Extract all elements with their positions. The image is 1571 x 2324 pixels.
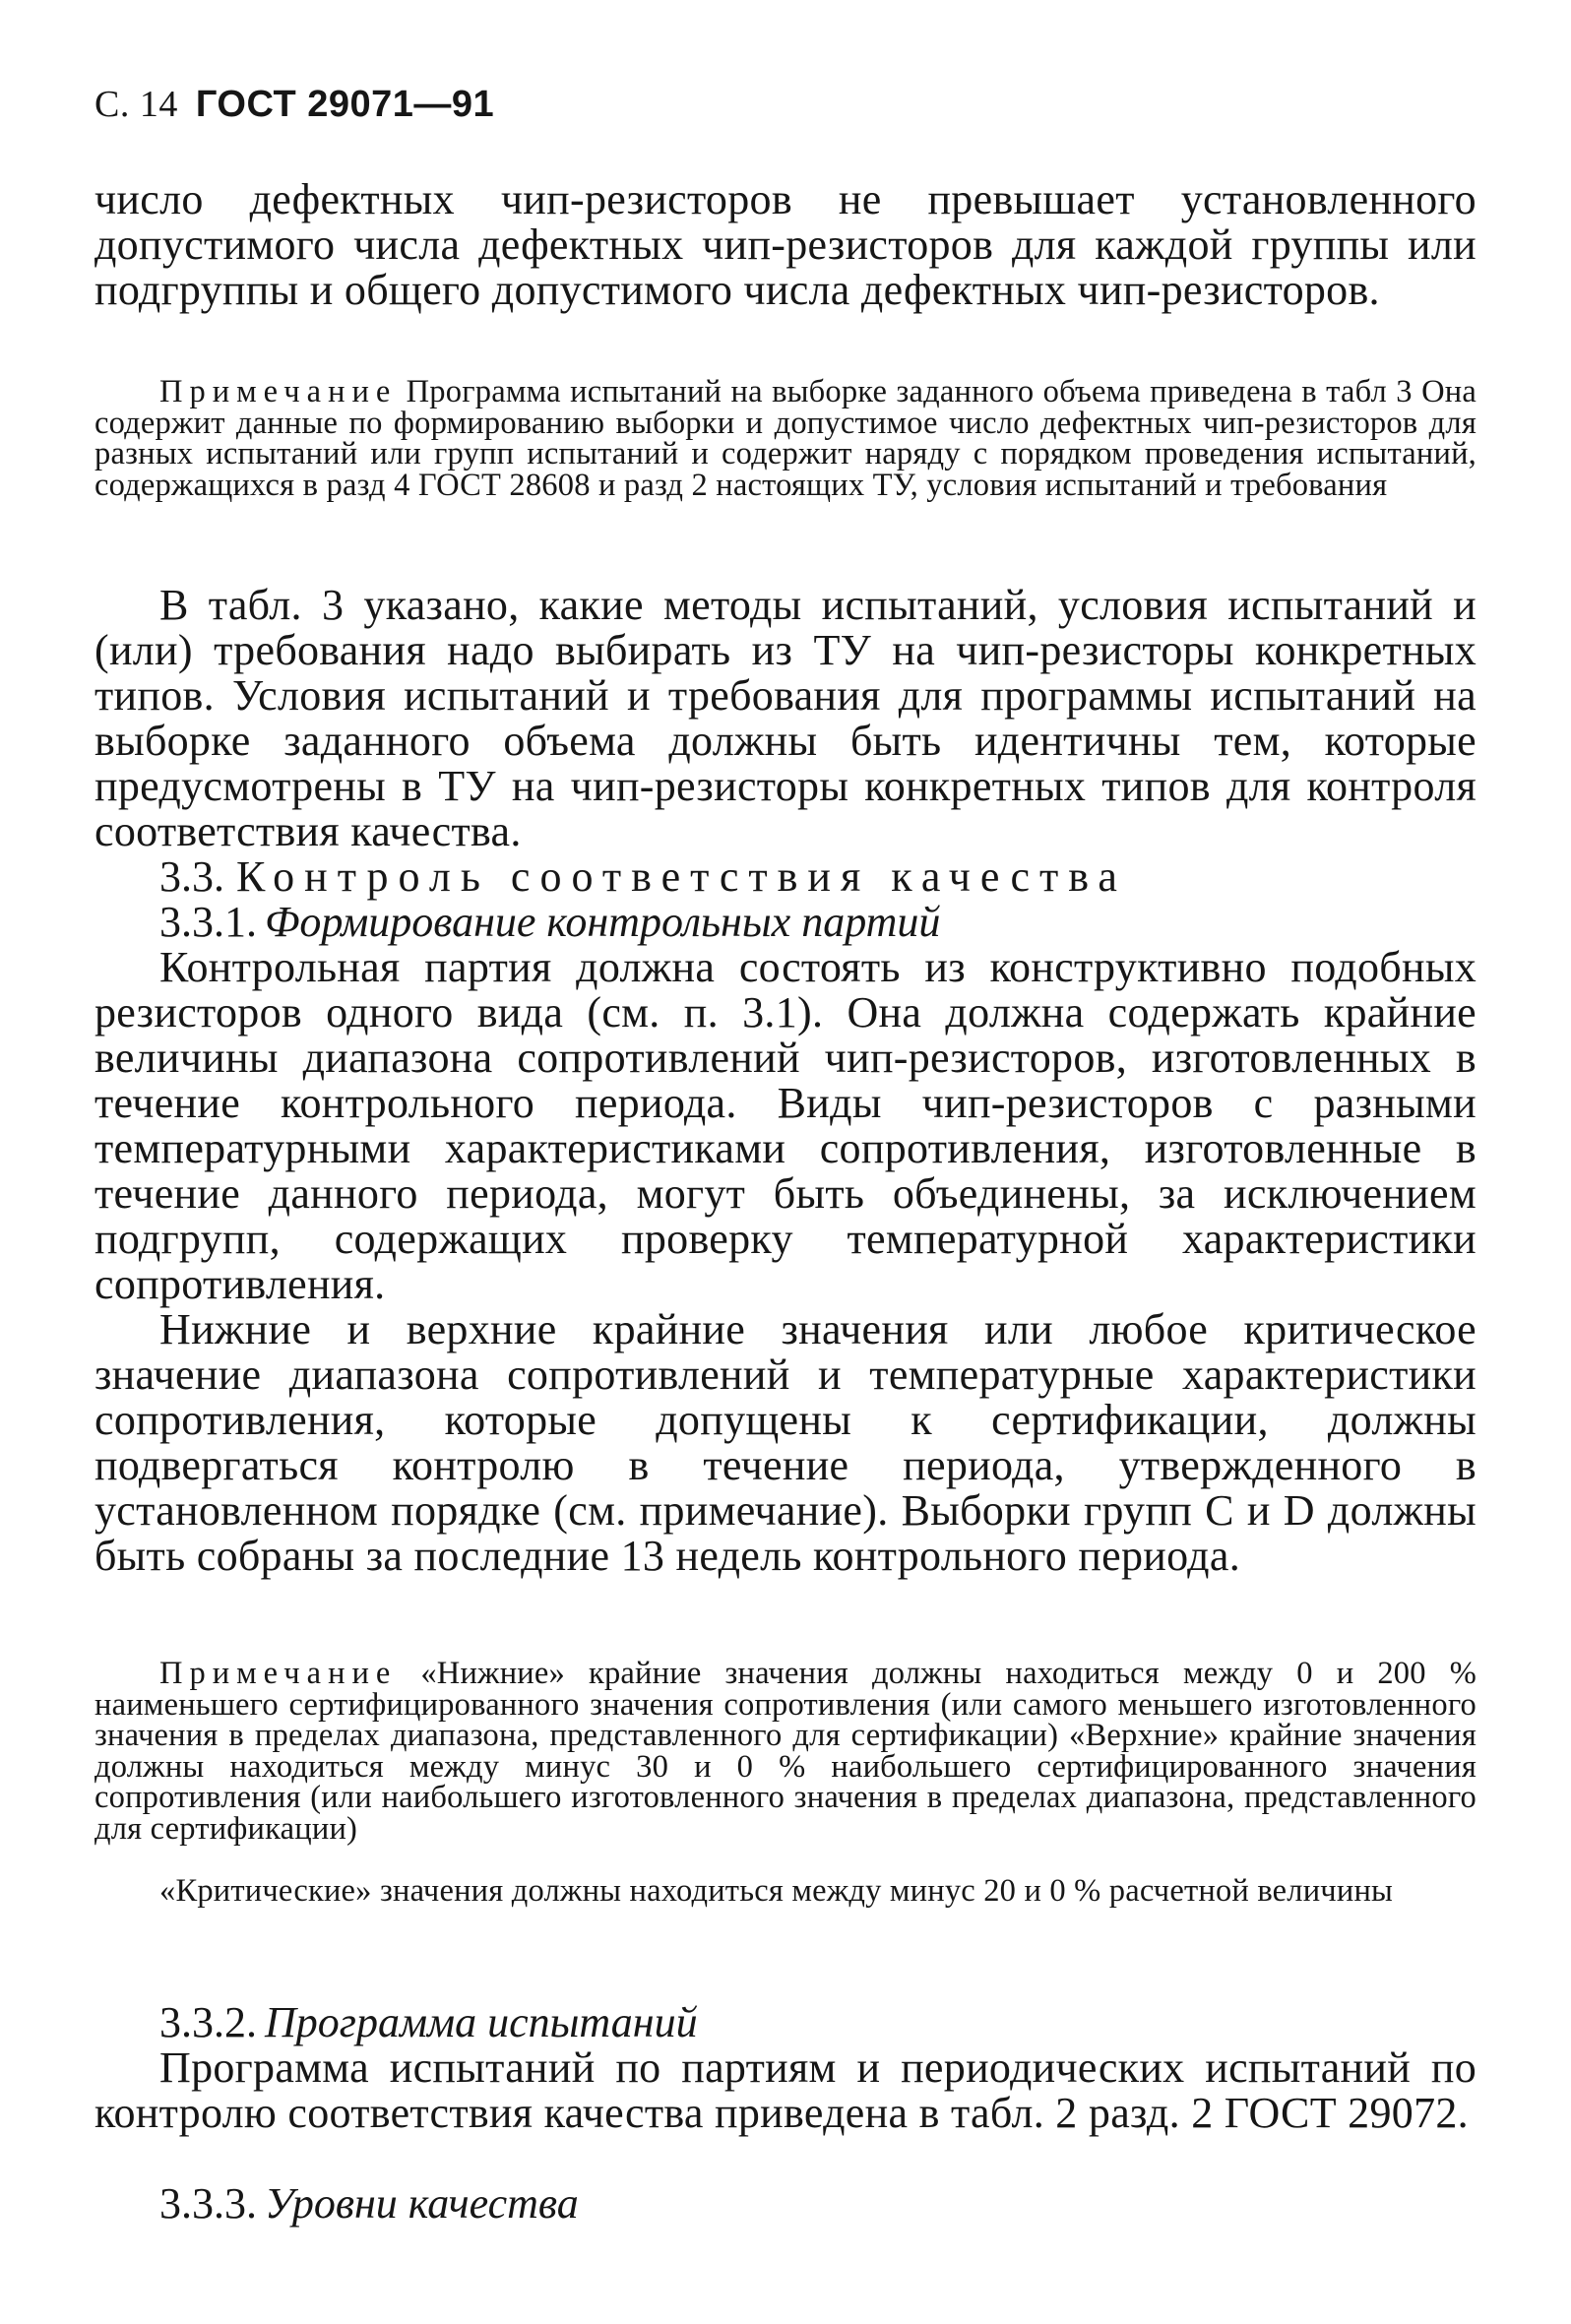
note-1-text: Программа испытаний на выборке заданного объема приведена в табл 3 Она содержит данные по формированию выборки и допустимое число дефектных чип-резисторов для разных испытаний или групп испытаний и содержит наряду с порядком проведения испытаний, содержащихся в разд 4 ГОСТ 28608 и разд 2 настоящих ТУ, условия испытаний и требования xyxy=(94,374,1477,503)
section-3-3-2-number: 3.3.2. xyxy=(159,1998,257,2046)
section-3-3-1-heading xyxy=(159,900,940,945)
paragraph-control-lot: Контрольная партия должна состоять из конструктивно подобных резисторов одного вида (см. п. 3.1). Она должна содержать крайние величины диапазона сопротивлений чип-резисторов, изготовленных в течение контрольного периода. Виды чип-резисторов с разными температурными характеристиками сопротивления, изготовленные в течение данного периода, могут быть объединены, за исключением подгрупп, содержащих проверку температурной характеристики сопротивления. xyxy=(94,943,1477,1308)
page-header xyxy=(94,83,494,126)
section-3-3-3-number: 3.3.3. xyxy=(159,2179,257,2228)
note-2-critical: «Критические» значения должны находиться между минус 20 и 0 % расчетной величины xyxy=(159,1873,1394,1909)
section-3-3-2-title: Программа испытаний xyxy=(265,1998,698,2046)
standard-number: ГОСТ 29071—91 xyxy=(195,84,495,125)
section-3-3-heading xyxy=(159,854,1127,900)
note-2 xyxy=(94,1656,1477,1847)
section-3-3-2-heading xyxy=(159,2000,698,2045)
note-2-label: Примечание xyxy=(159,1656,398,1691)
page-number: С. 14 xyxy=(94,84,178,125)
paragraph-continuation: число дефектных чип-резисторов не превышает установленного допустимого числа дефектных чип-резисторов для каждой группы или подгруппы и общего допустимого числа дефектных чип-резисторов. xyxy=(94,175,1477,314)
section-3-3-3-heading xyxy=(159,2181,579,2227)
note-1 xyxy=(94,374,1477,503)
note-2-text: «Нижние» крайние значения должны находиться между 0 и 200 % наименьшего сертифицированного значения сопротивления (или самого меньшего изготовленного значения в пределах диапазона, представленного для сертификации) «Верхние» крайние значения должны находиться между минус 30 и 0 % наибольшего сертифицированного значения сопротивления (или наибольшего изготовленного значения в пределах диапазона, представленного для сертификации) xyxy=(94,1656,1477,1847)
section-3-3-3-title: Уровни качества xyxy=(265,2179,579,2228)
section-3-3-1-title: Формирование контрольных партий xyxy=(265,898,941,946)
paragraph-limit-values: Нижние и верхние крайние значения или любое критическое значение диапазона сопротивлений и температурные характеристики сопротивления, которые допущены к сертификации, должны подвергаться контролю в течение периода, утвержденного в установленном порядке (см. примечание). Выборки групп С и D должны быть собраны за последние 13 недель контрольного периода. xyxy=(94,1305,1477,1580)
section-3-3-number: 3.3. xyxy=(159,852,224,901)
note-1-label: Примечание xyxy=(159,374,398,409)
section-3-3-title: Контроль соответствия качества xyxy=(236,852,1127,901)
paragraph-test-program: Программа испытаний по партиям и периодических испытаний по контролю соответствия качества приведена в табл. 2 разд. 2 ГОСТ 29072. xyxy=(94,2043,1477,2137)
section-3-3-1-number: 3.3.1. xyxy=(159,898,257,946)
paragraph-table3: В табл. 3 указано, какие методы испытаний, условия испытаний и (или) требования надо выбирать из ТУ на чип-резисторы конкретных типов. Условия испытаний и требования для программы испытаний на выборке заданного объема должны быть идентичны тем, которые предусмотрены в ТУ на чип-резисторы конкретных типов для контроля соответствия качества. xyxy=(94,581,1477,855)
